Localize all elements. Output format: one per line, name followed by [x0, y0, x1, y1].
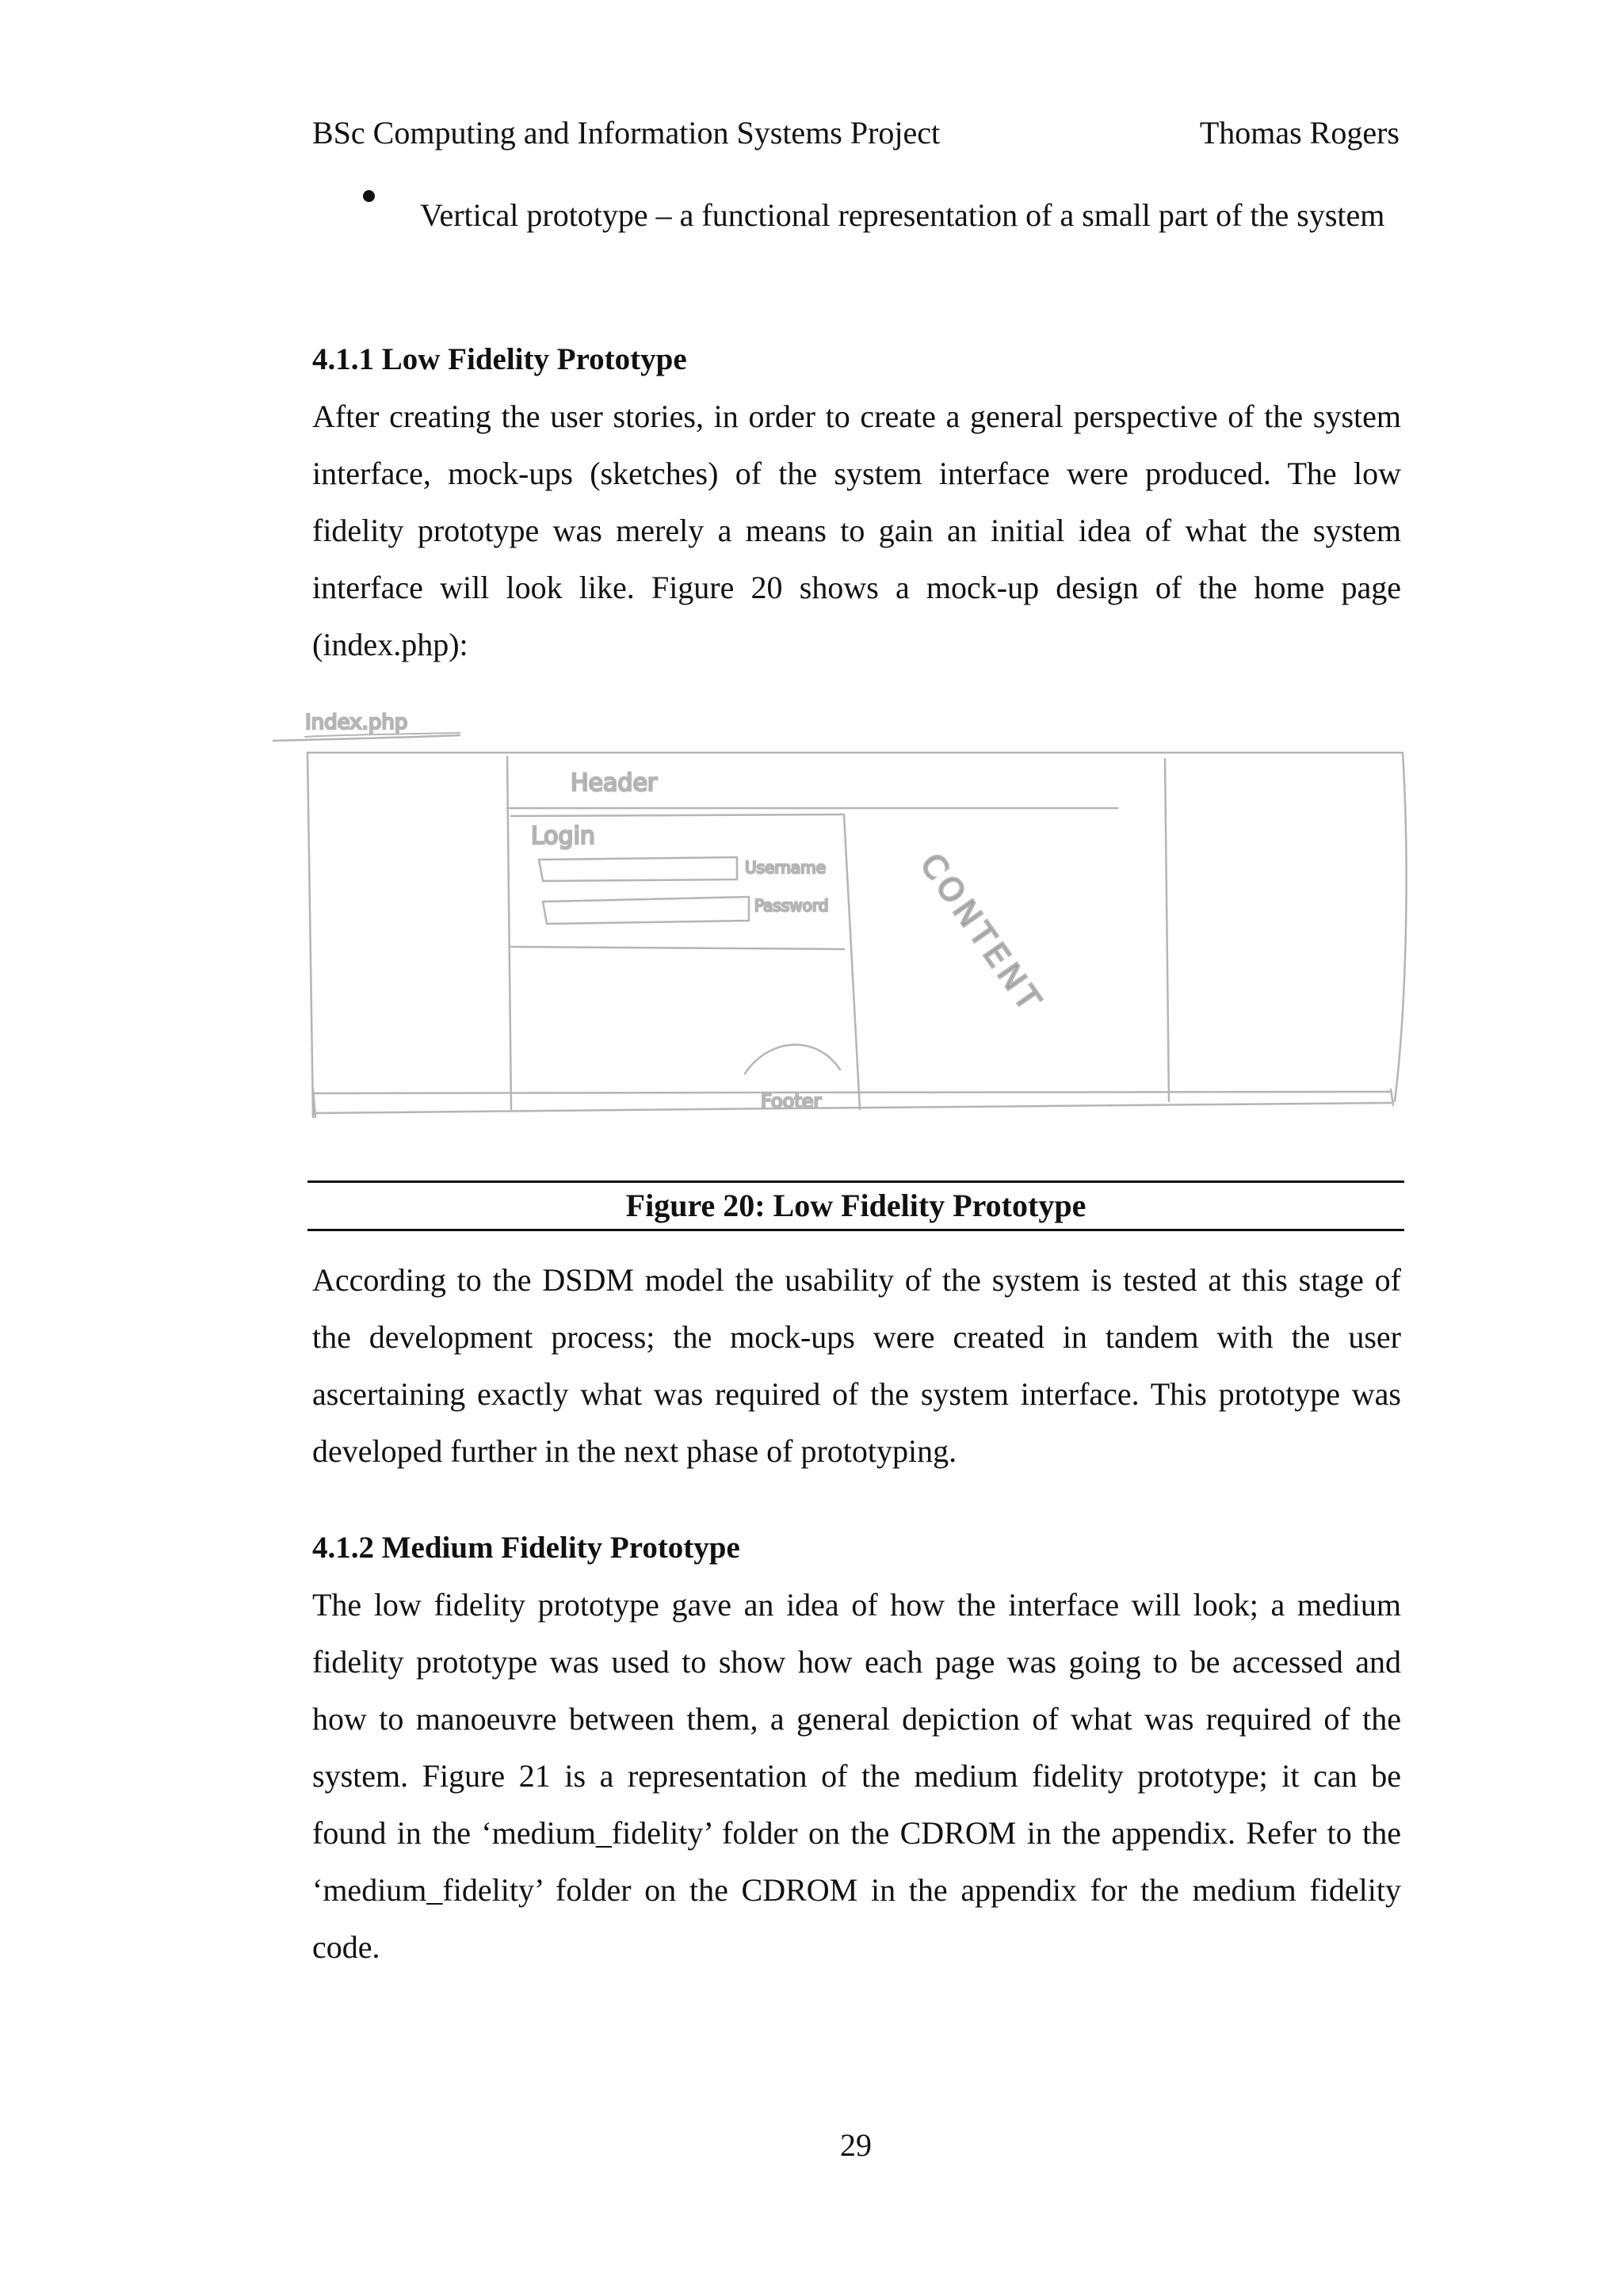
sketch-label-header: Header [571, 769, 658, 797]
page-number: 29 [840, 2127, 872, 2163]
running-header-author: Thomas Rogers [1199, 115, 1400, 151]
sketch-label-content: CONTENT [912, 847, 1050, 1021]
running-header-title: BSc Computing and Information Systems Project [312, 115, 941, 151]
low-fidelity-sketch-figure [269, 697, 1411, 1141]
sketch-label-footer: Footer [761, 1090, 822, 1112]
paragraph-low-fidelity: After creating the user stories, in order to create a general perspective of the system interface, mock-ups (sketches) of the system interface were produced. The low fidelity prototype was merely a means to gain an initial idea of what the system interface will look like. Figure 20 shows a mock-up design of the home page (index.php): [312, 399, 1401, 662]
sketch-label-username: Username [745, 858, 826, 877]
paragraph-dsdm-usability: According to the DSDM model the usability of the system is tested at this stage of the development process; the mock-ups were created in tandem with the user ascertaining exactly what was required of the system interface. This prototype was developed further in the next phase of prototyping. [312, 1262, 1401, 1469]
section-heading-low-fidelity: 4.1.1 Low Fidelity Prototype [312, 342, 687, 376]
section-heading-medium-fidelity: 4.1.2 Medium Fidelity Prototype [312, 1531, 740, 1565]
figure-caption-box [307, 1180, 1404, 1231]
sketch-label-password: Password [754, 896, 829, 915]
sketch-label-filename: Index.php [305, 711, 408, 734]
bullet-icon [363, 190, 375, 202]
sketch-label-login: Login [531, 822, 595, 850]
paragraph-medium-fidelity: The low fidelity prototype gave an idea of how the interface will look; a medium fidelity prototype was used to show how each page was going to be accessed and how to manoeuvre between them, a general depiction of what was required of the system. Figure 21 is a representation of the medium fidelity prototype; it can be found in the ‘medium_fidelity’ folder on the CDROM in the appendix. Refer to the ‘medium_fidelity’ folder on the CDROM in the appendix for the medium fidelity code. [312, 1587, 1401, 1965]
bullet-item-vertical-prototype: Vertical prototype – a functional representation of a small part of the system [420, 197, 1385, 233]
figure-caption: Figure 20: Low Fidelity Prototype [625, 1188, 1086, 1223]
